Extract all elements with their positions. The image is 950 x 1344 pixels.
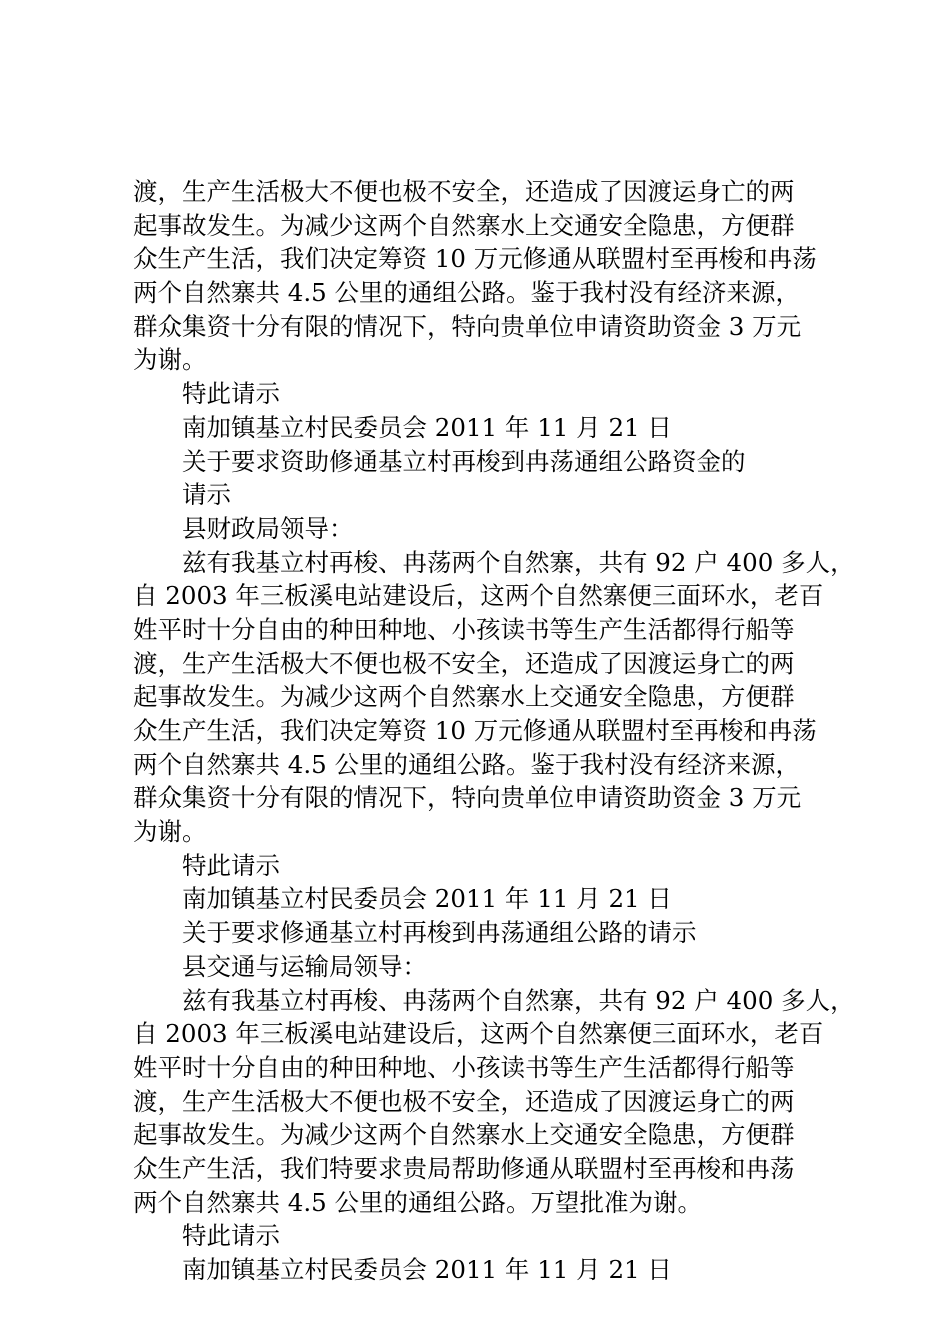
text-line: 兹有我基立村再梭、冉荡两个自然寨，共有 92 户 400 多人，: [182, 547, 855, 577]
text-line: 众生产生活，我们特要求贵局帮助修通从联盟村至再梭和冉荡: [133, 1153, 795, 1183]
text-line: 关于要求资助修通基立村再梭到冉荡通组公路资金的: [182, 446, 746, 476]
text-line: 自 2003 年三板溪电站建设后，这两个自然寨便三面环水，老百: [133, 1019, 824, 1049]
text-line: 自 2003 年三板溪电站建设后，这两个自然寨便三面环水，老百: [133, 581, 824, 611]
text-line: 兹有我基立村再梭、冉荡两个自然寨，共有 92 户 400 多人，: [182, 985, 855, 1015]
text-line: 两个自然寨共 4.5 公里的通组公路。万望批准为谢。: [133, 1187, 703, 1217]
text-line: 姓平时十分自由的种田种地、小孩读书等生产生活都得行船等: [133, 614, 795, 644]
text-line: 起事故发生。为减少这两个自然寨水上交通安全隐患，方便群: [133, 1120, 795, 1150]
text-line: 南加镇基立村民委员会 2011 年 11 月 21 日: [182, 884, 672, 914]
text-line: 关于要求修通基立村再梭到冉荡通组公路的请示: [182, 918, 697, 948]
text-line: 两个自然寨共 4.5 公里的通组公路。鉴于我村没有经济来源，: [133, 749, 801, 779]
text-line: 县财政局领导：: [182, 513, 354, 543]
text-line: 姓平时十分自由的种田种地、小孩读书等生产生活都得行船等: [133, 1052, 795, 1082]
text-line: 特此请示: [182, 379, 280, 409]
text-line: 渡，生产生活极大不便也极不安全，还造成了因渡运身亡的两: [133, 648, 795, 678]
text-line: 众生产生活，我们决定筹资 10 万元修通从联盟村至再梭和冉荡: [133, 716, 817, 745]
text-line: 两个自然寨共 4.5 公里的通组公路。鉴于我村没有经济来源，: [133, 278, 801, 308]
document-page: [133, 175, 855, 1287]
document-body: [133, 175, 855, 1287]
text-line: 南加镇基立村民委员会 2011 年 11 月 21 日: [182, 1255, 672, 1284]
text-line: 起事故发生。为减少这两个自然寨水上交通安全隐患，方便群: [133, 682, 795, 712]
text-line: 起事故发生。为减少这两个自然寨水上交通安全隐患，方便群: [133, 210, 795, 240]
text-line: 渡，生产生活极大不便也极不安全，还造成了因渡运身亡的两: [133, 177, 795, 206]
text-line: 为谢。: [133, 817, 207, 847]
text-line: 南加镇基立村民委员会 2011 年 11 月 21 日: [182, 412, 672, 442]
text-line: 为谢。: [133, 345, 207, 375]
text-line: 请示: [182, 480, 231, 510]
text-line: 县交通与运输局领导：: [182, 951, 427, 981]
text-line: 特此请示: [182, 850, 280, 880]
text-line: 众生产生活，我们决定筹资 10 万元修通从联盟村至再梭和冉荡: [133, 244, 817, 274]
text-line: 群众集资十分有限的情况下，特向贵单位申请资助资金 3 万元: [133, 311, 802, 341]
text-line: 特此请示: [182, 1221, 280, 1251]
text-line: 渡，生产生活极大不便也极不安全，还造成了因渡运身亡的两: [133, 1086, 795, 1116]
text-line: 群众集资十分有限的情况下，特向贵单位申请资助资金 3 万元: [133, 783, 802, 813]
